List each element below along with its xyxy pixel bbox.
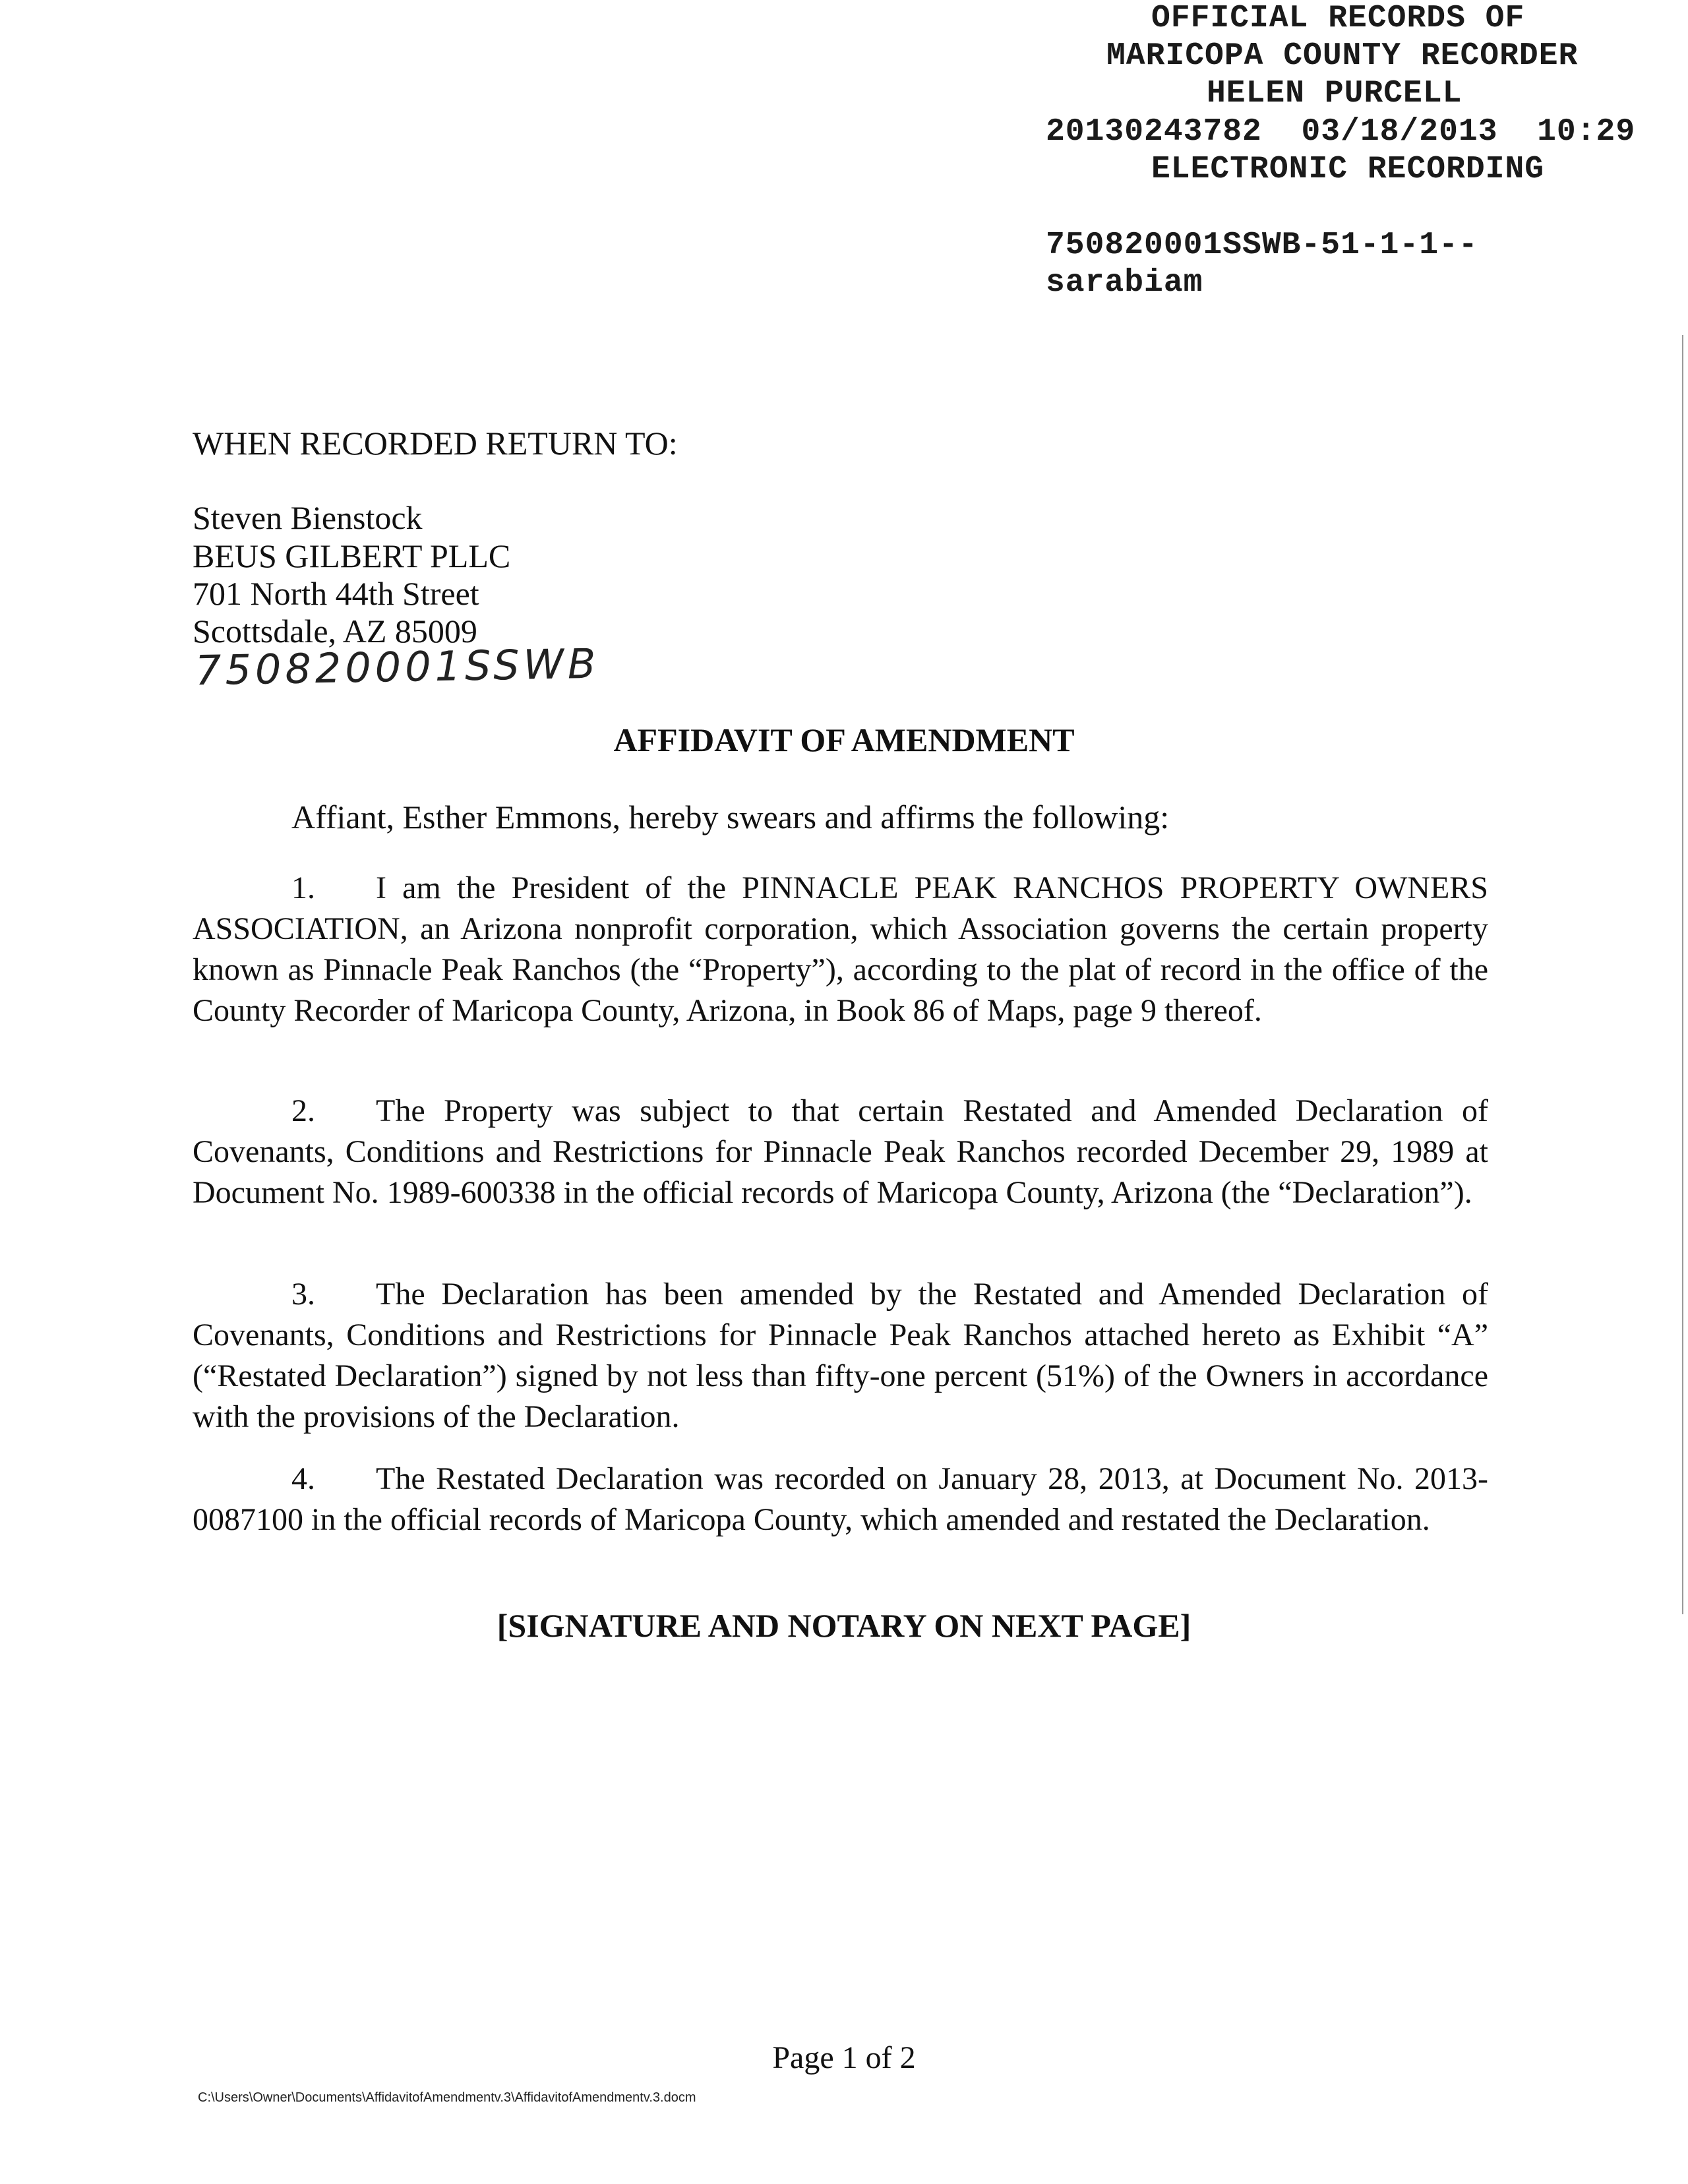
page-number: Page 1 of 2 [772,2040,916,2075]
paragraph-4 [193,1459,1488,1540]
return-to-city: Scottsdale, AZ 85009 [193,613,477,650]
affiant-intro: Affiant, Esther Emmons, hereby swears and affirms the following: [291,799,1170,835]
paragraph-text: The Property was subject to that certain Restated and Amended Declaration of Covenants, Conditions and Restrictions for Pinnacle Peak Ranchos recorded December 29, 1989 at Document No. 1989-600338 in the official records of Maricopa County, Arizona (the “Declaration”). [193,1093,1488,1210]
stamp-line-2: MARICOPA COUNTY RECORDER [1106,38,1579,74]
paragraph-1 [193,868,1488,1031]
stamp-line-5: ELECTRONIC RECORDING [1151,152,1545,187]
paragraph-number: 4. [291,1461,315,1496]
stamp-code: 750820001SSWB-51-1-1-- [1046,228,1478,263]
paragraph-text: The Declaration has been amended by the Restated and Amended Declaration of Covenants, Conditions and Restrictions for Pinnacle Peak Ranchos attached hereto as Exhibit “A” (“Restated Declaration”) signed by not less than fifty-one percent (51%) of the Owners in accordance with the provisions of the Declaration. [193,1277,1488,1434]
stamp-line-1: OFFICIAL RECORDS OF [1151,1,1525,36]
stamp-line-4: 20130243782 03/18/2013 10:29 [1046,114,1636,150]
return-to-heading: WHEN RECORDED RETURN TO: [193,425,678,462]
paragraph-text: The Restated Declaration was recorded on January 28, 2013, at Document No. 2013-0087100 in the official records of Maricopa County, which amended and restated the Declaration. [193,1461,1488,1537]
paragraph-number: 2. [291,1093,315,1128]
paragraph-number: 1. [291,870,315,905]
stamp-line-3: HELEN PURCELL [1207,76,1462,111]
document-title: AFFIDAVIT OF AMENDMENT [613,721,1075,758]
scan-edge-line [1682,335,1683,1614]
stamp-user: sarabiam [1046,265,1203,301]
return-to-name: Steven Bienstock [193,499,423,536]
paragraph-3 [193,1274,1488,1438]
handwritten-code: 750820001SSWB [195,639,600,695]
return-to-firm: BEUS GILBERT PLLC [193,537,511,574]
return-to-street: 701 North 44th Street [193,575,479,612]
paragraph-number: 3. [291,1277,315,1312]
paragraph-text: I am the President of the PINNACLE PEAK RANCHOS PROPERTY OWNERS ASSOCIATION, an Arizona nonprofit corporation, which Association governs the certain property known as Pinnacle Peak Ranchos (the “Property”), according to the plat of record in the office of the County Recorder of Maricopa County, Arizona, in Book 86 of Maps, page 9 thereof. [193,870,1488,1028]
paragraph-2 [193,1091,1488,1213]
file-path: C:\Users\Owner\Documents\AffidavitofAmendmentv.3\AffidavitofAmendmentv.3.docm [198,2090,696,2105]
signature-notice: [SIGNATURE AND NOTARY ON NEXT PAGE] [497,1607,1191,1644]
